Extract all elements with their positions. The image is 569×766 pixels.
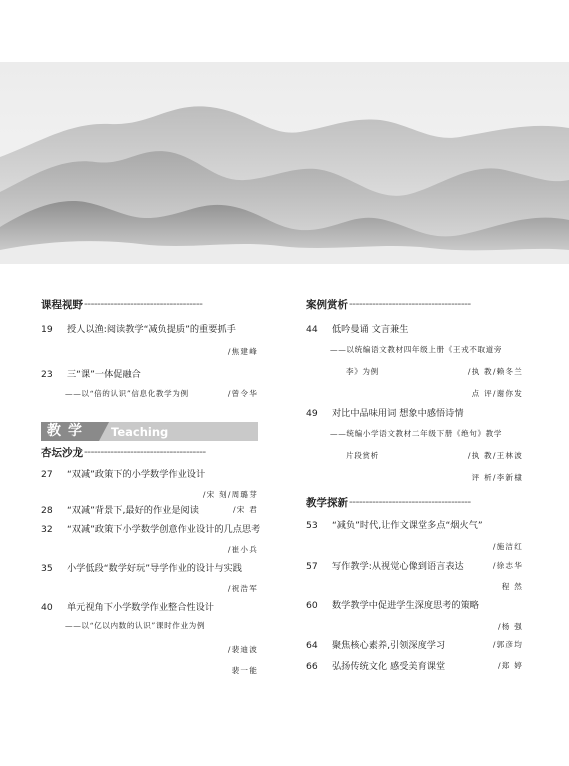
toc-entry-40[interactable]: 40 单元视角下小学数学作业整合性设计 ——以“亿以内数的认识”课时作业为例 /裴迪波 裴一能 bbox=[41, 602, 258, 675]
toc-entry-64[interactable]: 64 聚焦核心素养,引领深度学习 /郭彦均 bbox=[306, 640, 523, 651]
toc-entry-44[interactable]: 44 低吟曼诵 文言兼生 ——以统编语文教材四年级上册《王戎不取道旁 李》为例 /执 教/赖冬兰 点 评/谢你发 bbox=[306, 324, 523, 398]
toc-entry-35[interactable]: 35 小学低段“数学好玩”导学作业的设计与实践 /祝浩军 bbox=[41, 563, 258, 593]
toc-entry-60[interactable]: 60 数学教学中促进学生深度思考的策略 /杨 强 bbox=[306, 600, 523, 631]
toc-entry-27[interactable]: 27 “双减”政策下的小学数学作业设计 /宋 刻/周璐芽 bbox=[41, 469, 258, 499]
toc-entry-49[interactable]: 49 对比中品味用词 想象中感悟诗情 ——统编小学语文教材二年级下册《绝句》教学 片段赏析 /执 教/王林波 评 析/李新棣 bbox=[306, 408, 523, 482]
toc-entry-19[interactable]: 19 授人以渔:阅读教学“减负提质”的重要抓手 /焦建峰 bbox=[41, 324, 258, 356]
toc-entry-66[interactable]: 66 弘扬传统文化 感受美育课堂 /郑 婷 bbox=[306, 661, 523, 672]
right-column bbox=[306, 296, 523, 674]
section-header-curriculum: 课程视野 ------------------------------------ bbox=[41, 298, 203, 311]
toc-entry-28[interactable]: 28 “双减”背景下,最好的作业是阅读 /宋 君 bbox=[41, 505, 258, 516]
teaching-section-band: 教学 Teaching bbox=[41, 422, 258, 441]
section-header-cases: 案例赏析 ------------------------------------- bbox=[306, 298, 471, 311]
toc-entry-32[interactable]: 32 “双减”政策下小学数学创意作业设计的几点思考 /崔小兵 bbox=[41, 524, 261, 554]
section-header-salon: 杏坛沙龙 ------------------------------------- bbox=[41, 446, 206, 459]
ink-mountains-illustration bbox=[0, 62, 569, 264]
toc-entry-57[interactable]: 57 写作教学:从视觉心像到语言表达 /徐志华 程 然 bbox=[306, 561, 523, 591]
toc-entry-53[interactable]: 53 “减负”时代,让作文课堂多点“烟火气” /施洁红 bbox=[306, 520, 523, 551]
toc-entry-23[interactable]: 23 三“课”一体促融合 ——以“倍的认识”信息化教学为例 /曾令华 bbox=[41, 369, 258, 398]
section-header-explore: 教学探新 ------------------------------------- bbox=[306, 496, 471, 509]
landscape-header-image bbox=[0, 62, 569, 264]
left-column bbox=[41, 296, 261, 677]
